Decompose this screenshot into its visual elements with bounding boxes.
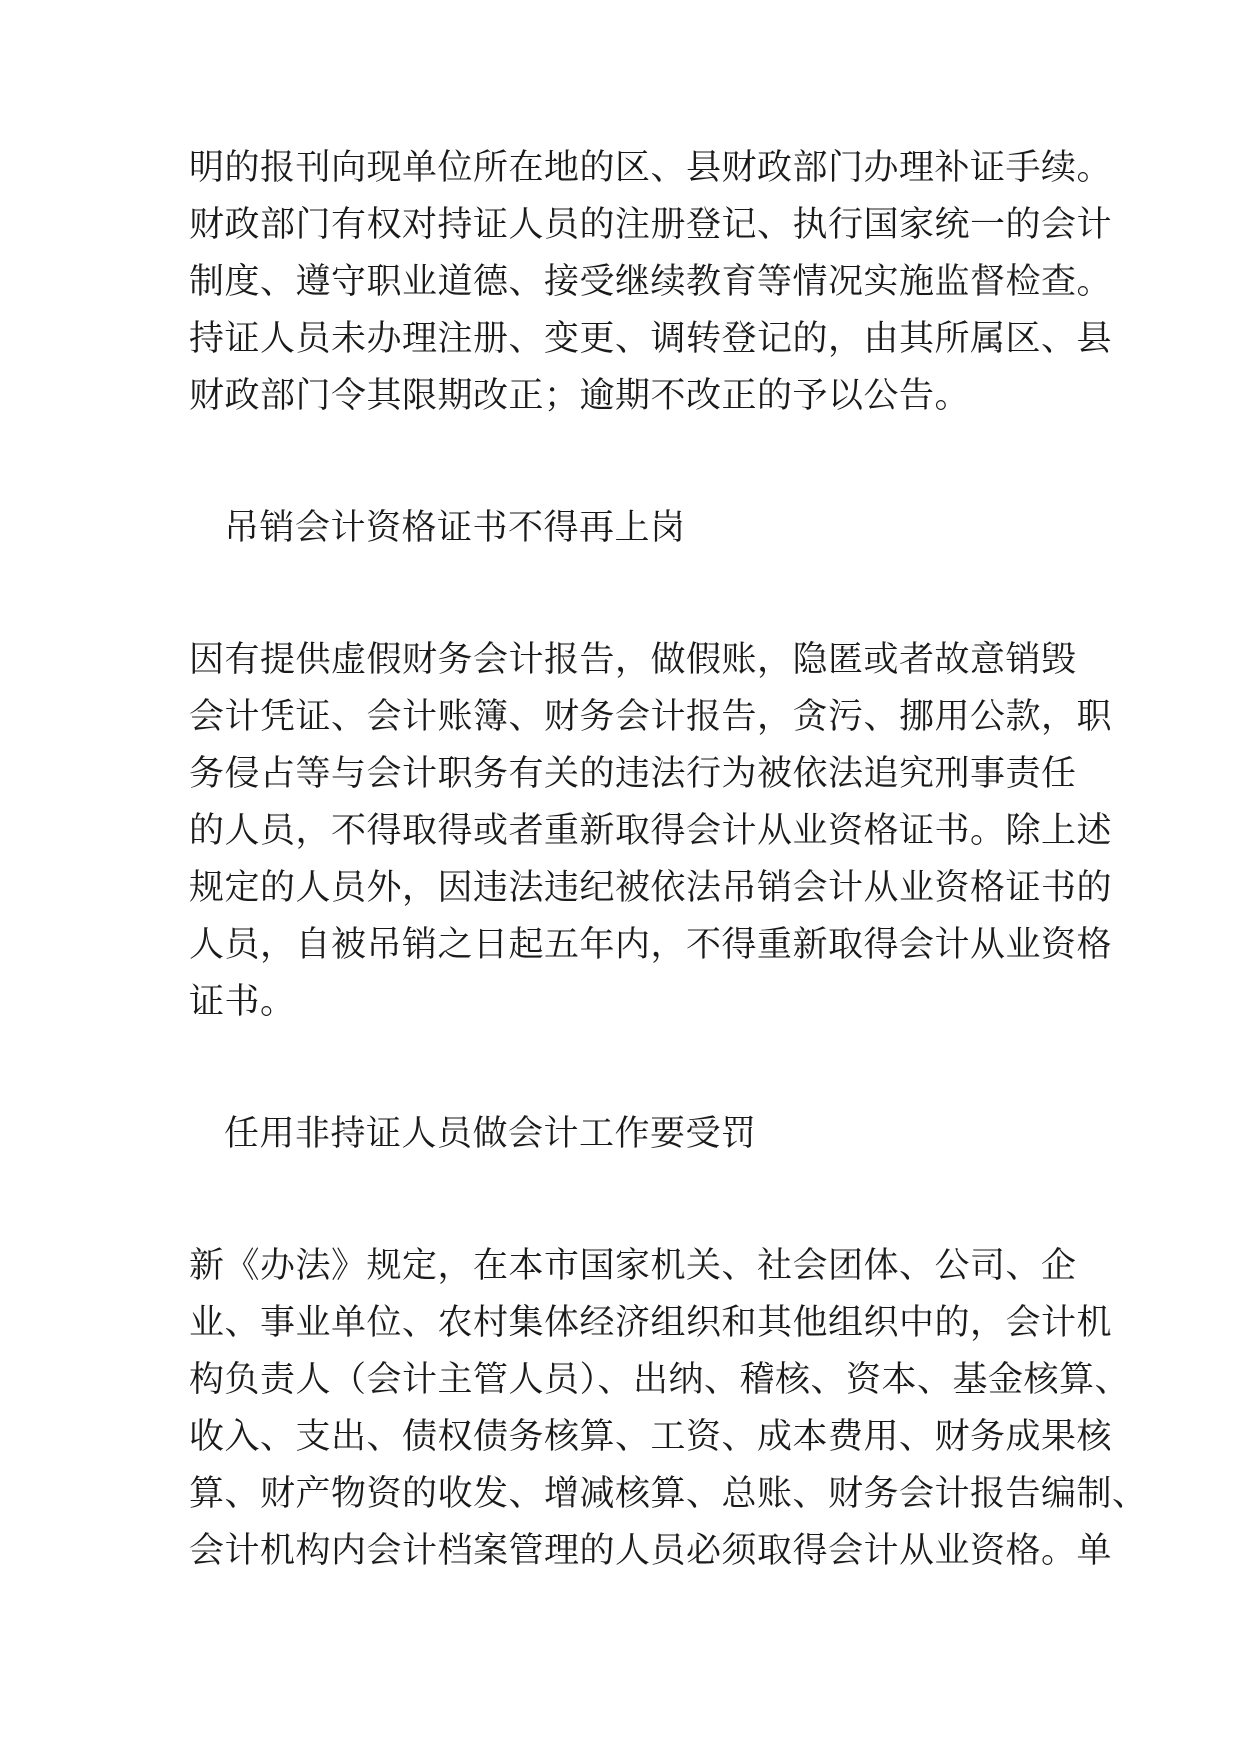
paragraph-1-line-5: 财政部门令其限期改正；逾期不改正的予以公告。 — [189, 376, 971, 416]
paragraph-1-line-2: 财政部门有权对持证人员的注册登记、执行国家统一的会计 — [189, 205, 1113, 245]
paragraph-3-line-1: 新《办法》规定，在本市国家机关、社会团体、公司、企 — [189, 1246, 1077, 1286]
paragraph-3-line-4: 收入、支出、债权债务核算、工资、成本费用、财务成果核 — [189, 1417, 1113, 1457]
paragraph-1-line-3: 制度、遵守职业道德、接受继续教育等情况实施监督检查。 — [189, 262, 1113, 302]
section-heading-revocation: 吊销会计资格证书不得再上岗 — [224, 508, 686, 548]
paragraph-3-line-5: 算、财产物资的收发、增减核算、总账、财务会计报告编制、 — [189, 1474, 1148, 1514]
paragraph-2-line-7: 证书。 — [189, 982, 296, 1022]
paragraph-2-line-2: 会计凭证、会计账簿、财务会计报告，贪污、挪用公款，职 — [189, 697, 1113, 737]
paragraph-1-line-1: 明的报刊向现单位所在地的区、县财政部门办理补证手续。 — [189, 148, 1113, 188]
paragraph-2-line-1: 因有提供虚假财务会计报告，做假账，隐匿或者故意销毁 — [189, 640, 1077, 680]
paragraph-2-line-4: 的人员，不得取得或者重新取得会计从业资格证书。除上述 — [189, 811, 1113, 851]
paragraph-2-line-5: 规定的人员外，因违法违纪被依法吊销会计从业资格证书的 — [189, 868, 1113, 908]
section-heading-penalty: 任用非持证人员做会计工作要受罚 — [224, 1114, 757, 1154]
paragraph-2-line-6: 人员，自被吊销之日起五年内，不得重新取得会计从业资格 — [189, 925, 1113, 965]
paragraph-3-line-3: 构负责人（会计主管人员）、出纳、稽核、资本、基金核算、 — [189, 1360, 1131, 1400]
paragraph-3-line-6: 会计机构内会计档案管理的人员必须取得会计从业资格。单 — [189, 1531, 1113, 1571]
paragraph-3-line-2: 业、事业单位、农村集体经济组织和其他组织中的，会计机 — [189, 1303, 1113, 1343]
paragraph-2-line-3: 务侵占等与会计职务有关的违法行为被依法追究刑事责任 — [189, 754, 1077, 794]
paragraph-1-line-4: 持证人员未办理注册、变更、调转登记的，由其所属区、县 — [189, 319, 1113, 359]
